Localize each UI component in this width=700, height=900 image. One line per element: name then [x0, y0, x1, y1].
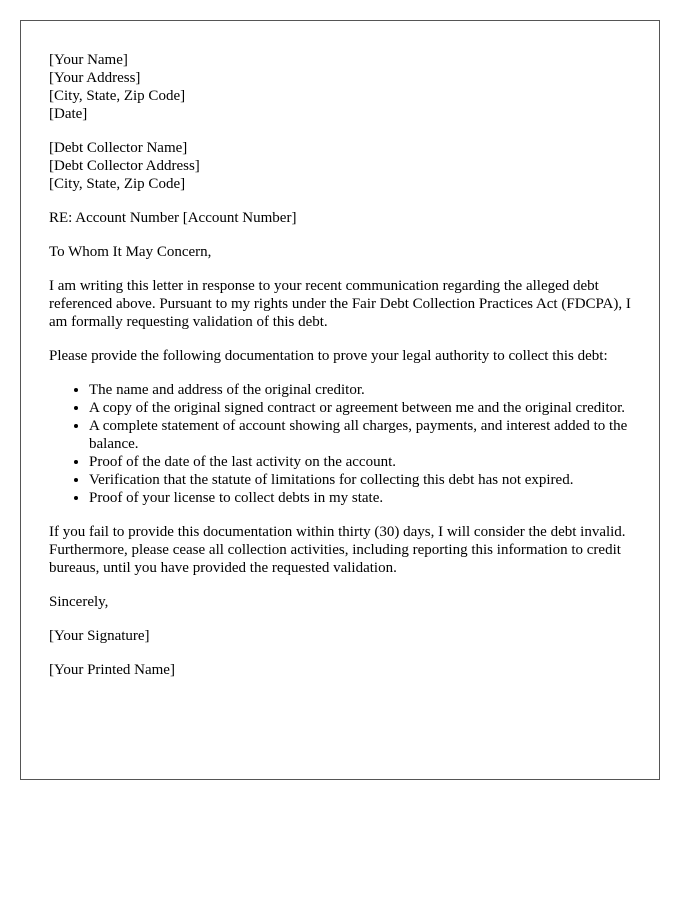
list-item: • Proof of your license to collect debts in my state. [89, 489, 631, 507]
intro-paragraph: I am writing this letter in response to your recent communication regarding the alleged debt referenced above. Pursuant to my rights under the Fair Debt Collection Practices Act (FDCPA), I am formally requesting validation of this debt. [49, 278, 631, 330]
documentation-list [49, 381, 631, 507]
recipient-name: [Debt Collector Name] [49, 140, 188, 156]
signoff-closing: Sincerely, [49, 594, 109, 610]
sender-address-block [49, 51, 631, 123]
letter-page [20, 20, 660, 780]
sender-address: [Your Address] [49, 70, 141, 86]
list-item: • Verification that the statute of limitations for collecting this debt has not expired. [89, 471, 631, 489]
sender-name: [Your Name] [49, 52, 128, 68]
re-line: RE: Account Number [Account Number] [49, 210, 297, 226]
sender-city: [City, State, Zip Code] [49, 88, 186, 104]
list-item: • Proof of the date of the last activity on the account. [89, 453, 631, 471]
recipient-address: [Debt Collector Address] [49, 158, 200, 174]
letter-date: [Date] [49, 106, 88, 122]
closing-paragraph: If you fail to provide this documentation within thirty (30) days, I will consider the debt invalid. Furthermore, please cease all collection activities, including reporting this information to credit bureaus, until you have provided the requested validation. [49, 524, 626, 576]
printed-name-placeholder: [Your Printed Name] [49, 662, 175, 678]
list-item: • The name and address of the original creditor. [89, 381, 631, 399]
request-paragraph: Please provide the following documentation to prove your legal authority to collect this debt: [49, 348, 608, 364]
list-item: • A complete statement of account showing all charges, payments, and interest added to the balance. [89, 417, 631, 453]
recipient-city: [City, State, Zip Code] [49, 176, 186, 192]
list-item: • A copy of the original signed contract or agreement between me and the original creditor. [89, 399, 631, 417]
recipient-address-block [49, 139, 631, 193]
salutation: To Whom It May Concern, [49, 244, 212, 260]
signature-placeholder: [Your Signature] [49, 628, 150, 644]
